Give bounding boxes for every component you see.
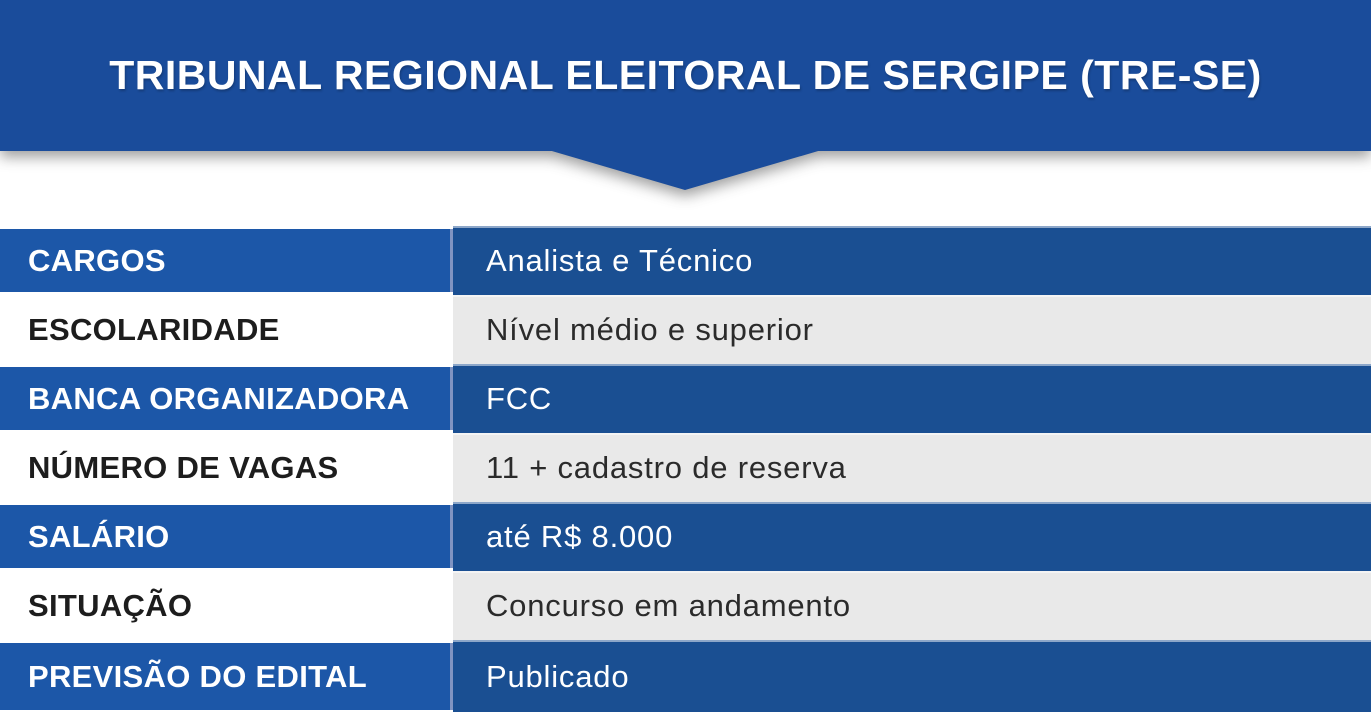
row-value: 11 + cadastro de reserva bbox=[486, 449, 847, 485]
header-banner-bar bbox=[0, 0, 1371, 151]
row-label-cell bbox=[0, 364, 453, 433]
row-label-cell bbox=[0, 571, 453, 640]
row-value-cell bbox=[453, 433, 1371, 502]
chevron-shape bbox=[545, 150, 825, 190]
row-label-cell bbox=[0, 226, 453, 295]
row-label-cell bbox=[0, 295, 453, 364]
table-row bbox=[0, 502, 1371, 571]
table-row bbox=[0, 364, 1371, 433]
table-row bbox=[0, 640, 1371, 712]
row-value-cell bbox=[453, 226, 1371, 295]
row-label: SITUAÇÃO bbox=[28, 587, 193, 623]
row-value: Nível médio e superior bbox=[486, 311, 814, 347]
info-table bbox=[0, 226, 1371, 712]
row-label: CARGOS bbox=[28, 242, 166, 278]
row-value: FCC bbox=[486, 380, 553, 416]
chevron-down-icon bbox=[545, 150, 825, 190]
table-row bbox=[0, 226, 1371, 295]
table-row bbox=[0, 571, 1371, 640]
row-label-inner bbox=[0, 574, 453, 637]
row-label: BANCA ORGANIZADORA bbox=[28, 380, 410, 416]
row-label: PREVISÃO DO EDITAL bbox=[28, 658, 367, 694]
row-label: NÚMERO DE VAGAS bbox=[28, 449, 339, 485]
page-title: TRIBUNAL REGIONAL ELEITORAL DE SERGIPE (TRE-SE) bbox=[109, 52, 1262, 98]
row-label: SALÁRIO bbox=[28, 518, 170, 554]
row-value: Analista e Técnico bbox=[486, 242, 754, 278]
row-label-inner bbox=[0, 367, 453, 430]
row-label-inner bbox=[0, 436, 453, 499]
row-value-cell bbox=[453, 295, 1371, 364]
row-label-cell bbox=[0, 433, 453, 502]
table-row bbox=[0, 295, 1371, 364]
row-value: até R$ 8.000 bbox=[486, 518, 674, 554]
row-value-cell bbox=[453, 364, 1371, 433]
row-label-cell bbox=[0, 502, 453, 571]
table-row bbox=[0, 433, 1371, 502]
row-value-cell bbox=[453, 640, 1371, 712]
row-value-cell bbox=[453, 502, 1371, 571]
row-label-inner bbox=[0, 298, 453, 361]
row-label-inner bbox=[0, 643, 453, 710]
row-label-cell bbox=[0, 640, 453, 712]
row-label: ESCOLARIDADE bbox=[28, 311, 280, 347]
row-value: Concurso em andamento bbox=[486, 587, 851, 623]
header-banner bbox=[0, 0, 1371, 151]
row-label-inner bbox=[0, 229, 453, 292]
row-value: Publicado bbox=[486, 658, 630, 694]
row-value-cell bbox=[453, 571, 1371, 640]
row-label-inner bbox=[0, 505, 453, 568]
